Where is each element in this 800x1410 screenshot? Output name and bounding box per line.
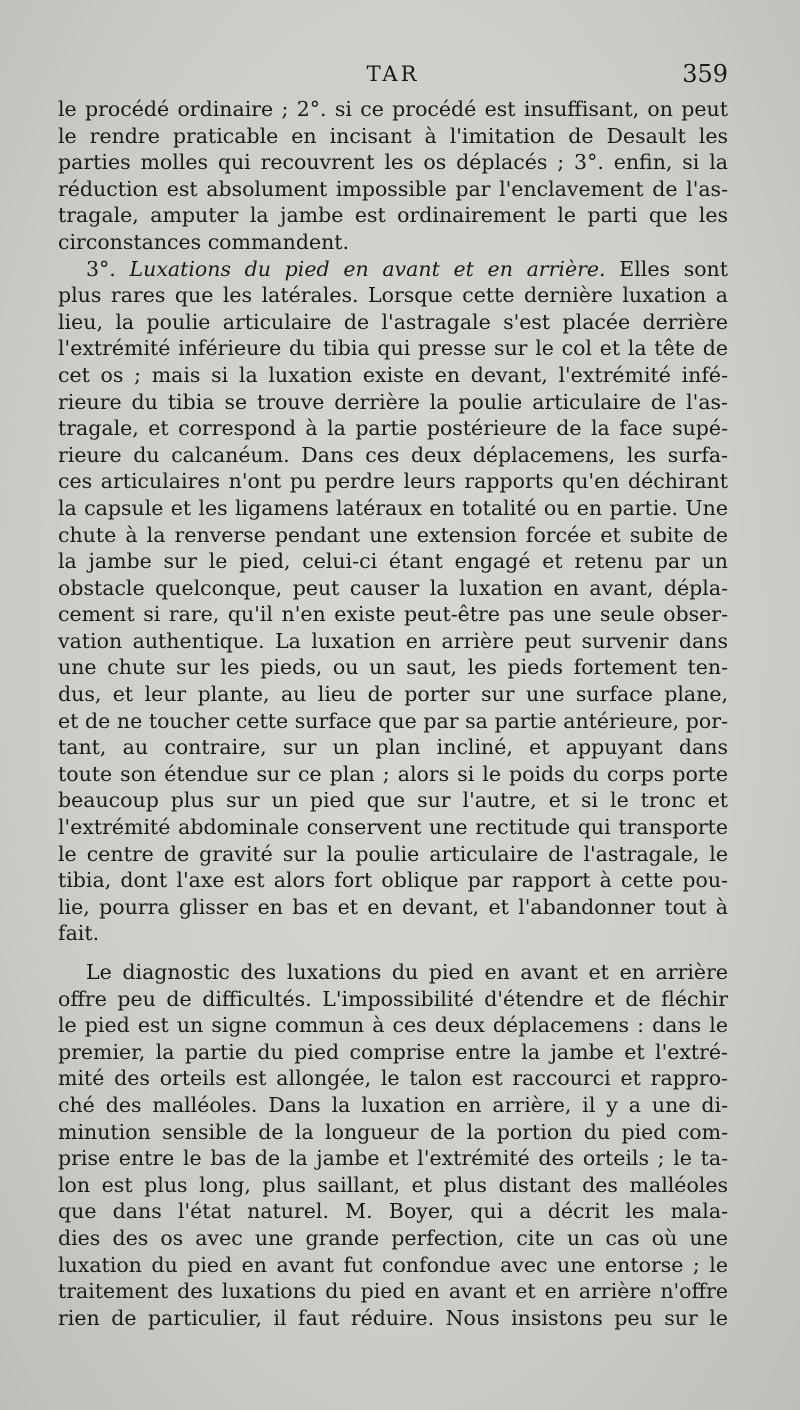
paragraph-3: [58, 959, 728, 1331]
body-text: [58, 96, 728, 1331]
text-line: beaucoup plus sur un pied que sur l'autre, et si le tronc et: [58, 788, 728, 813]
text-line: une chute sur les pieds, ou un saut, les pieds fortement ten-: [58, 655, 728, 680]
text-line: prise entre le bas de la jambe et l'extrémité des orteils ; le ta-: [58, 1146, 728, 1171]
text-line: traitement des luxations du pied en avant et en arrière n'offre: [58, 1279, 728, 1304]
text-line: rieure du calcanéum. Dans ces deux déplacemens, les surfa-: [58, 442, 728, 467]
text-line: dus, et leur plante, au lieu de porter sur une surface plane,: [58, 682, 728, 707]
text-line: luxation du pied en avant fut confondue avec une entorse ; le: [58, 1252, 728, 1277]
text-line: et de ne toucher cette surface que par sa partie antérieure, por-: [58, 708, 728, 733]
text-line: tragale, amputer la jambe est ordinairement le parti que les: [58, 203, 728, 228]
text-line: Le diagnostic des luxations du pied en avant et en arrière: [86, 960, 728, 984]
text-line: tant, au contraire, sur un plan incliné, et appuyant dans: [58, 735, 728, 760]
text-line: réduction est absolument impossible par l'enclavement de l'as-: [58, 176, 728, 201]
text-line: dies des os avec une grande perfection, cite un cas où une: [58, 1225, 728, 1250]
text-line: l'extrémité inférieure du tibia qui presse sur le col et la tête de: [58, 336, 728, 361]
text-line: minution sensible de la longueur de la portion du pied com-: [58, 1119, 728, 1144]
text-line: cement si rare, qu'il n'en existe peut-être pas une seule obser-: [58, 602, 728, 627]
text-line: le rendre praticable en incisant à l'imitation de Desault les: [58, 123, 728, 148]
section-heading-line: [58, 256, 728, 283]
text-line: plus rares que les latérales. Lorsque cette dernière luxation a: [58, 283, 728, 308]
section-heading-rest: Elles sont: [619, 256, 728, 281]
text-line: premier, la partie du pied comprise entre la jambe et l'extré-: [58, 1039, 728, 1064]
text-line: lon est plus long, plus saillant, et plus distant des malléoles: [58, 1172, 728, 1197]
section-number: 3°.: [86, 256, 116, 281]
text-line: la jambe sur le pied, celui-ci étant engagé et retenu par un: [58, 549, 728, 574]
text-line: fait.: [58, 921, 100, 946]
text-line: circonstances commandent.: [58, 229, 350, 254]
text-line: la capsule et les ligamens latéraux en totalité ou en partie. Une: [58, 495, 728, 520]
paragraph-1: [58, 96, 728, 256]
page-header: [58, 56, 728, 96]
text-line: le pied est un signe commun à ces deux déplacemens : dans le: [58, 1013, 728, 1038]
paragraph-2: [58, 256, 728, 947]
section-title: Luxations du pied en avant et en arrière.: [129, 256, 606, 281]
text-line: le procédé ordinaire ; 2°. si ce procédé est insuffisant, on peut: [58, 97, 728, 121]
text-line: rieure du tibia se trouve derrière la poulie articulaire de l'as-: [58, 389, 728, 414]
text-line: tibia, dont l'axe est alors fort oblique par rapport à cette pou-: [58, 868, 728, 893]
text-line: toute son étendue sur ce plan ; alors si le poids du corps porte: [58, 761, 728, 786]
text-line: ché des malléoles. Dans la luxation en arrière, il y a une di-: [58, 1092, 728, 1117]
text-line: vation authentique. La luxation en arrière peut survenir dans: [58, 628, 728, 653]
text-line: chute à la renverse pendant une extension forcée et subite de: [58, 522, 728, 547]
text-line: parties molles qui recouvrent les os déplacés ; 3°. enfin, si la: [58, 150, 728, 175]
running-head: TAR: [366, 62, 420, 86]
text-line: rien de particulier, il faut réduire. Nous insistons peu sur le: [58, 1305, 728, 1330]
paragraph-gap: [58, 947, 728, 959]
text-line: mité des orteils est allongée, le talon est raccourci et rappro-: [58, 1066, 728, 1091]
text-line: cet os ; mais si la luxation existe en devant, l'extrémité infé-: [58, 362, 728, 387]
text-line: tragale, et correspond à la partie postérieure de la face supé-: [58, 416, 728, 441]
text-line: obstacle quelconque, peut causer la luxation en avant, dépla-: [58, 575, 728, 600]
text-line: l'extrémité abdominale conservent une rectitude qui transporte: [58, 815, 728, 840]
text-line: que dans l'état naturel. M. Boyer, qui a décrit les mala-: [58, 1199, 728, 1224]
text-line: lieu, la poulie articulaire de l'astragale s'est placée derrière: [58, 309, 728, 334]
text-line: ces articulaires n'ont pu perdre leurs rapports qu'en déchirant: [58, 469, 728, 494]
page-number: 359: [682, 60, 728, 88]
text-line: le centre de gravité sur la poulie articulaire de l'astragale, le: [58, 841, 728, 866]
text-line: offre peu de difficultés. L'impossibilité d'étendre et de fléchir: [58, 986, 728, 1011]
text-line: lie, pourra glisser en bas et en devant, et l'abandonner tout à: [58, 894, 728, 919]
